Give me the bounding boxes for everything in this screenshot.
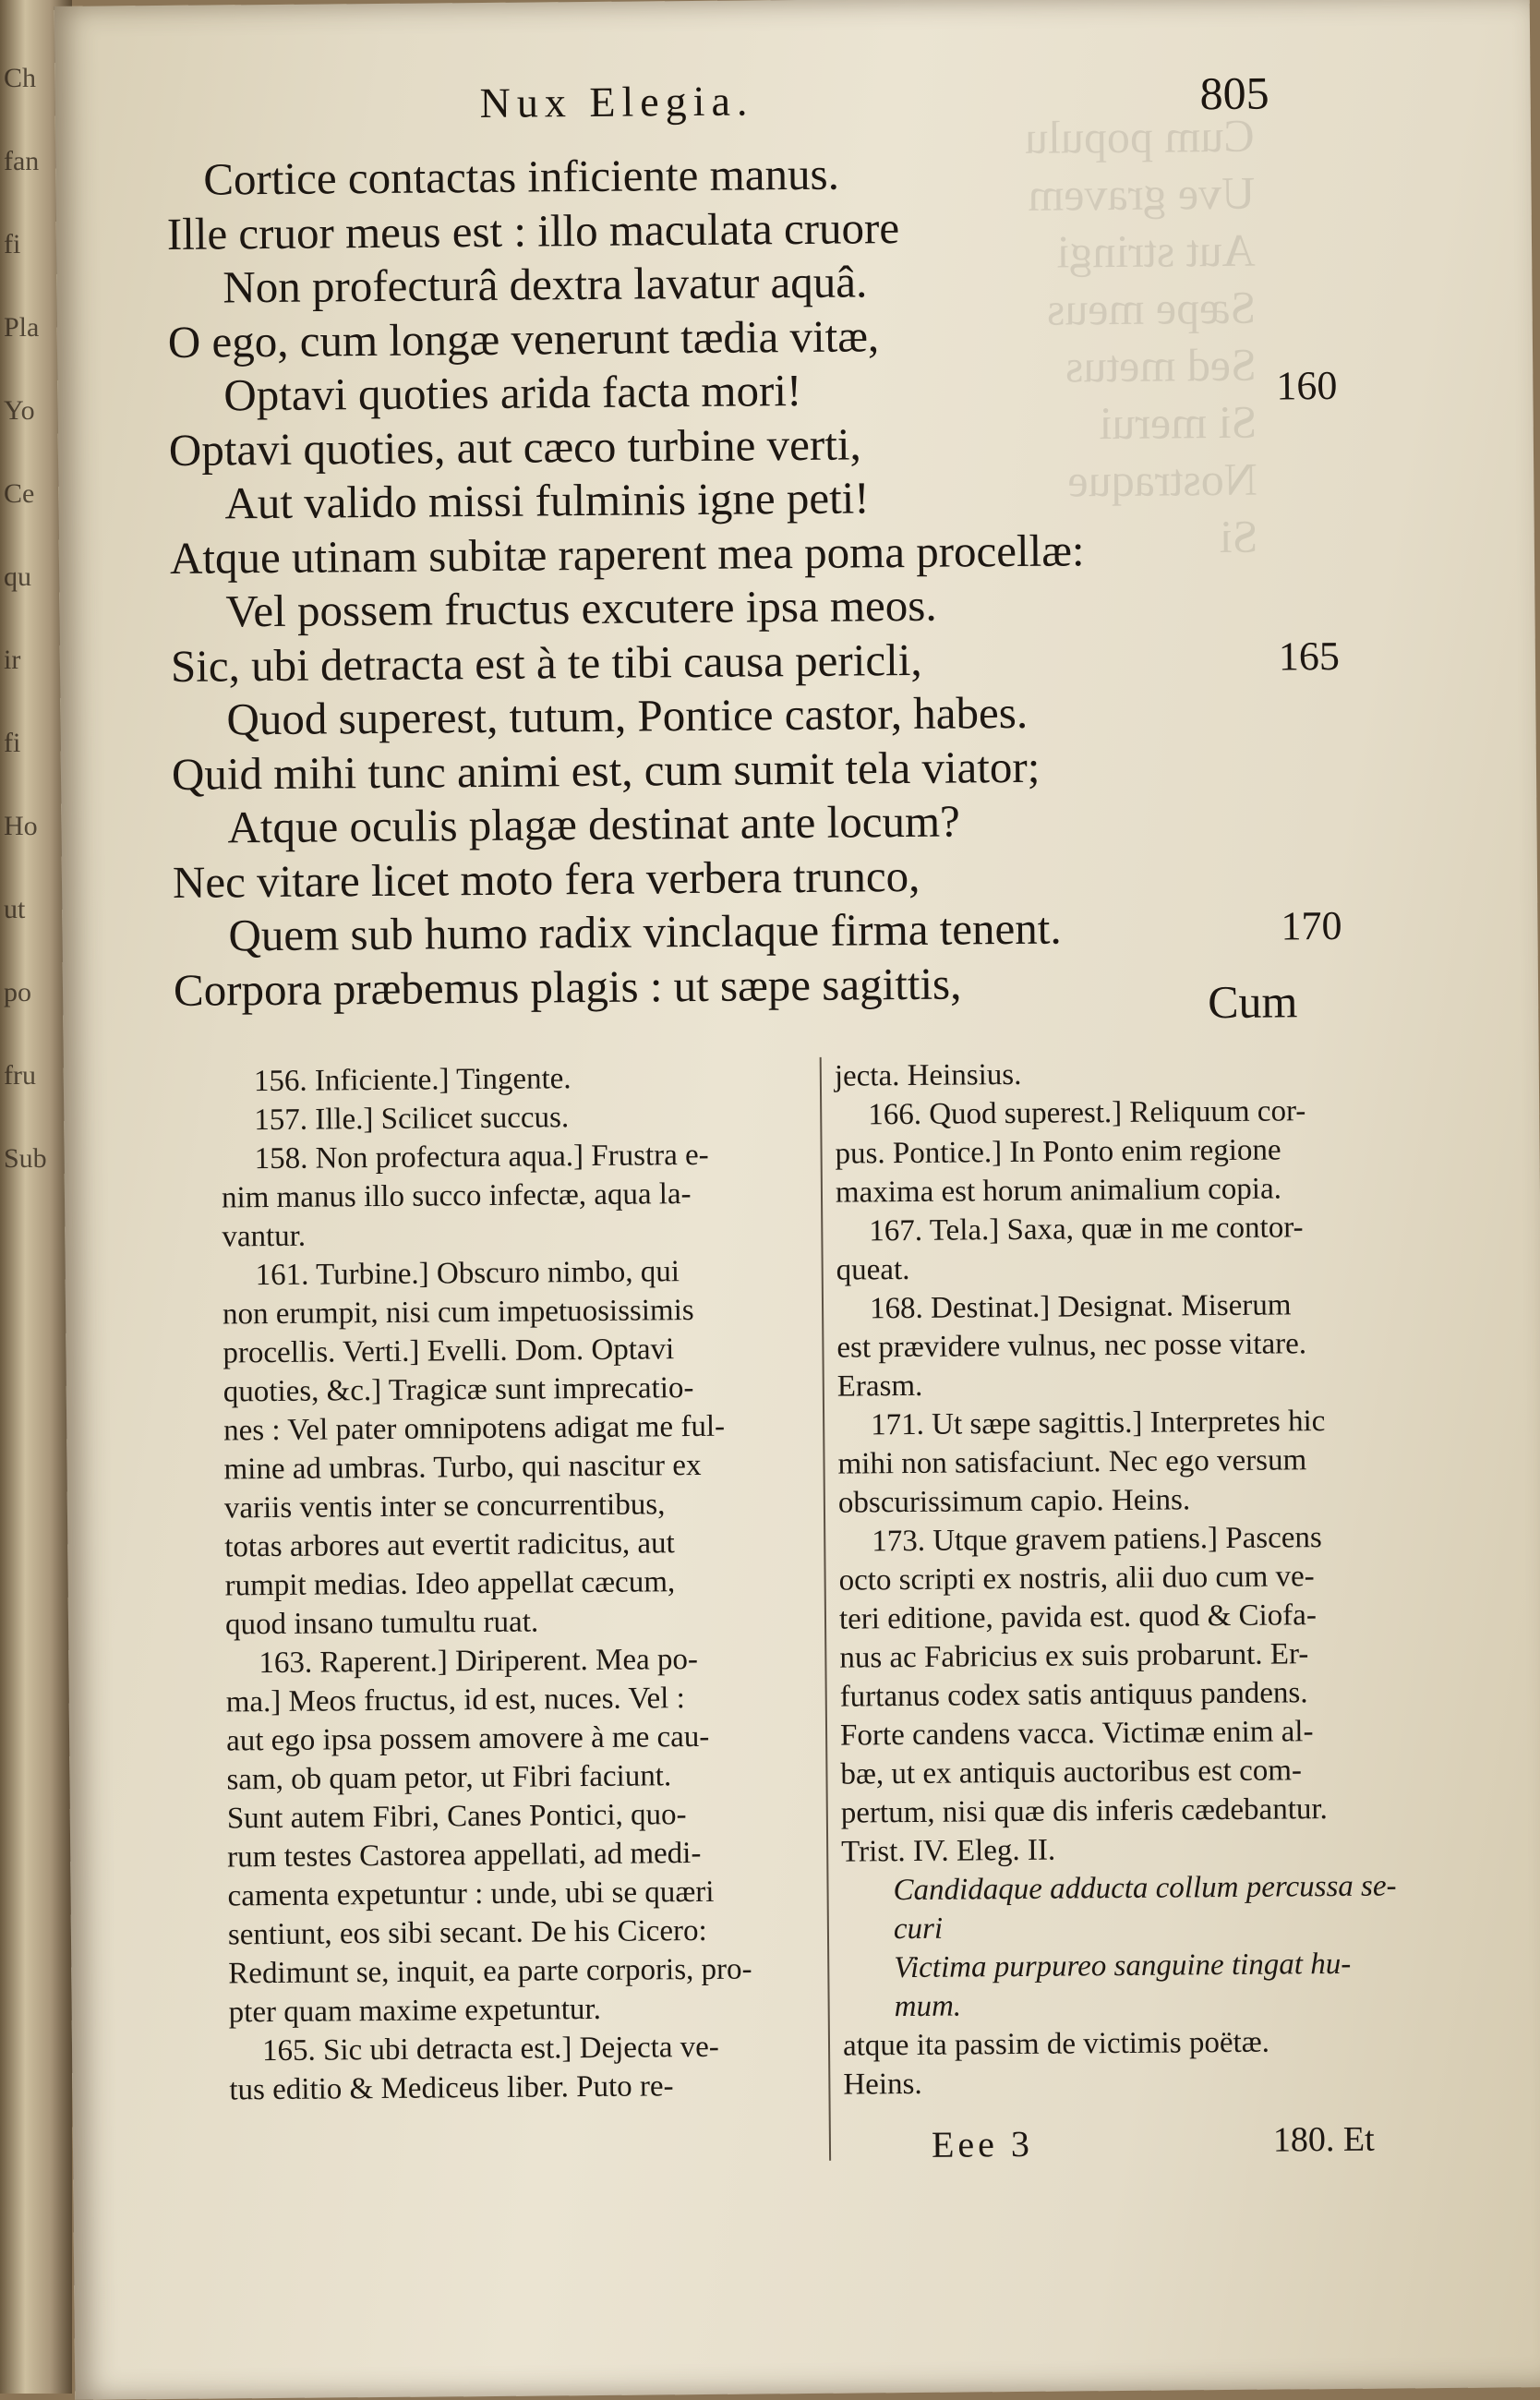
note-line: nus ac Fabricius ex suis probarunt. Er- — [839, 1637, 1309, 1675]
note-line: nes : Vel pater omnipotens adigat me ful- — [223, 1409, 726, 1448]
note-line: 166. Quod superest.] Reliquum cor- — [868, 1094, 1306, 1132]
note-line: 163. Raperent.] Diriperent. Mea po- — [259, 1643, 699, 1681]
page-number: 805 — [1199, 66, 1269, 120]
facing-page-fragment: qu — [4, 561, 31, 592]
poem-text — [166, 142, 1429, 1018]
note-line: Trist. IV. Eleg. II. — [841, 1833, 1056, 1869]
note-line: pertum, nisi quæ dis inferis cædebantur. — [840, 1792, 1328, 1830]
verse-line: Aut valido missi fulminis igne peti! — [224, 472, 870, 529]
note-line: Candidaque adducta collum percussa se- — [893, 1869, 1397, 1908]
facing-page-fragment: fru — [4, 1060, 36, 1091]
note-line: Redimunt se, inquit, ea parte corporis, pro- — [228, 1952, 752, 1991]
note-line: octo scripti ex nostris, alii duo cum ve- — [838, 1560, 1315, 1598]
note-line: nim manus illo succo infectæ, aqua la- — [221, 1177, 692, 1215]
note-line: 156. Inficiente.] Tingente. — [253, 1062, 571, 1099]
facing-page-fragment: Ho — [4, 811, 38, 841]
note-line: 161. Turbine.] Obscuro nimbo, qui — [255, 1255, 680, 1293]
note-line: mine ad umbras. Turbo, qui nascitur ex — [223, 1448, 702, 1487]
note-line: jecta. Heinsius. — [834, 1057, 1022, 1093]
verse-line: Quem sub humo radix vinclaque firma tenent. 170 — [173, 898, 1428, 963]
note-line: obscurissimum capio. Heins. — [837, 1483, 1191, 1520]
note-line: 158. Non profectura aqua.] Frustra e- — [254, 1138, 709, 1176]
note-line: maxima est horum animalium copia. — [835, 1172, 1282, 1210]
note-line: Sunt autem Fibri, Canes Pontici, quo- — [226, 1798, 687, 1836]
footer-catchword: 180. Et — [1272, 2119, 1375, 2160]
line-number: 165 — [1278, 633, 1341, 679]
facing-page-fragment: po — [4, 977, 31, 1007]
note-line: est prævidere vulnus, nec posse vitare. — [836, 1327, 1307, 1365]
verse-line: Corpora præbemus plagis : ut sæpe sagittis, — [173, 957, 962, 1016]
verse-line: Ille cruor meus est : illo maculata cruore — [166, 201, 900, 259]
running-head — [54, 66, 1531, 147]
note-line: sentiunt, eos sibi secant. De his Cicero: — [227, 1913, 707, 1952]
verse-line: Quid mihi tunc animi est, cum sumit tela viator; — [171, 741, 1041, 800]
note-line: sam, ob quam petor, ut Fibri faciunt. — [226, 1759, 672, 1797]
running-title: Nux Elegia. — [479, 77, 754, 127]
facing-page-fragment: ut — [4, 894, 26, 924]
note-line: pter quam maxime expetuntur. — [228, 1992, 602, 2030]
facing-page-fragment: Ch — [4, 63, 37, 93]
note-line: camenta expetuntur : unde, ubi se quæri — [227, 1875, 715, 1913]
verse-line: Quod superest, tutum, Pontice castor, habes. — [226, 686, 1029, 745]
verse-line: Nec vitare licet moto fera verbera trunco, — [172, 850, 920, 908]
note-line: 157. Ille.] Scilicet succus. — [254, 1101, 570, 1138]
note-line: Victima purpureo sanguine tingat hu- — [894, 1947, 1352, 1985]
note-line: vantur. — [222, 1219, 307, 1254]
note-line: bæ, ut ex antiquis auctoribus est com- — [840, 1754, 1303, 1791]
commentary-notes — [147, 1052, 1430, 2162]
verse-line: Cortice contactas inficiente manus. — [203, 148, 840, 205]
facing-page-fragment: ir — [4, 645, 21, 675]
note-line: rum testes Castorea appellati, ad medi- — [227, 1836, 702, 1875]
note-line: queat. — [836, 1252, 910, 1287]
note-line: pus. Pontice.] In Ponto enim regione — [835, 1133, 1281, 1171]
book-page — [54, 0, 1540, 2400]
facing-page-fragment: Ce — [4, 478, 35, 509]
verse-line: Atque oculis plagæ destinat ante locum? — [227, 795, 961, 853]
note-line: procellis. Verti.] Evelli. Dom. Optavi — [223, 1333, 675, 1370]
note-line: non erumpit, nisi cum impetuosissimis — [222, 1294, 694, 1332]
note-line: aut ego ipsa possem amovere à me cau- — [225, 1719, 710, 1758]
note-line: totas arbores aut evertit radicitus, aut — [224, 1526, 675, 1564]
facing-page-fragment: fi — [4, 728, 21, 758]
facing-page-fragment: fan — [4, 146, 40, 176]
note-line: 171. Ut sæpe sagittis.] Interpretes hic — [871, 1405, 1326, 1442]
note-line: rumpit medias. Ideo appellat cæcum, — [224, 1565, 676, 1603]
facing-page-fragment: Sub — [4, 1143, 47, 1174]
facing-page-fragment: Yo — [4, 395, 35, 426]
show-through-text: Cum populu Uve gravem Aut stringi Sæpe meus Sed metus Si merui Nostraque Si — [1024, 109, 1258, 563]
note-line: curi — [893, 1912, 944, 1947]
notes-right-column — [835, 1052, 1435, 2105]
notes-left-column — [221, 1057, 821, 2110]
verse-line: Vel possem fructus excutere ipsa meos. — [225, 579, 937, 637]
facing-page-fragment: fi — [4, 229, 21, 259]
note-line: Heins. — [843, 2067, 922, 2102]
note-line: 167. Tela.] Saxa, quæ in me contor- — [869, 1211, 1304, 1248]
note-line: furtanus codex satis antiquus pandens. — [839, 1676, 1308, 1714]
note-line: teri editione, pavida est. quod & Ciofa- — [838, 1598, 1317, 1636]
verse-line: Non profecturâ dextra lavatur aquâ. — [223, 256, 868, 313]
verse-line: O ego, cum longæ venerunt tædia vitæ, — [167, 309, 880, 368]
signature-mark: Eee 3 — [931, 2122, 1034, 2165]
note-line: Erasm. — [836, 1369, 923, 1404]
note-line: ma.] Meos fructus, id est, nuces. Vel : — [225, 1682, 685, 1719]
note-line: mihi non satisfaciunt. Nec ego versum — [837, 1443, 1307, 1481]
catchword: Cum — [1207, 975, 1298, 1029]
note-line: 168. Destinat.] Designat. Miserum — [869, 1288, 1292, 1326]
column-divider — [820, 1057, 831, 2161]
facing-page-fragment: Pla — [4, 312, 40, 343]
verse-line: Sic, ubi detracta est à te tibi causa pericli, 165 — [171, 629, 1426, 693]
note-line: Forte candens vacca. Victimæ enim al- — [839, 1715, 1314, 1753]
note-line: 165. Sic ubi detracta est.] Dejecta ve- — [261, 2030, 719, 2068]
verse-line: Atque utinam subitæ raperent mea poma procellæ: — [169, 524, 1085, 584]
note-line: 173. Utque gravem patiens.] Pascens — [872, 1521, 1322, 1559]
note-line: variis ventis inter se concurrentibus, — [223, 1488, 666, 1526]
note-line: quoties, &c.] Tragicæ sunt imprecatio- — [223, 1371, 694, 1409]
line-number: 160 — [1276, 362, 1338, 409]
note-line: tus editio & Mediceus liber. Puto re- — [229, 2069, 674, 2107]
note-line: atque ita passim de victimis poëtæ. — [842, 2025, 1270, 2063]
note-line: mum. — [894, 1989, 962, 2024]
line-number: 170 — [1281, 902, 1342, 949]
verse-line: Optavi quoties, aut cæco turbine verti, — [168, 417, 861, 476]
note-line: quod insano tumultu ruat. — [224, 1605, 539, 1642]
verse-line: Optavi quoties arida facta mori! 160 — [168, 358, 1424, 423]
